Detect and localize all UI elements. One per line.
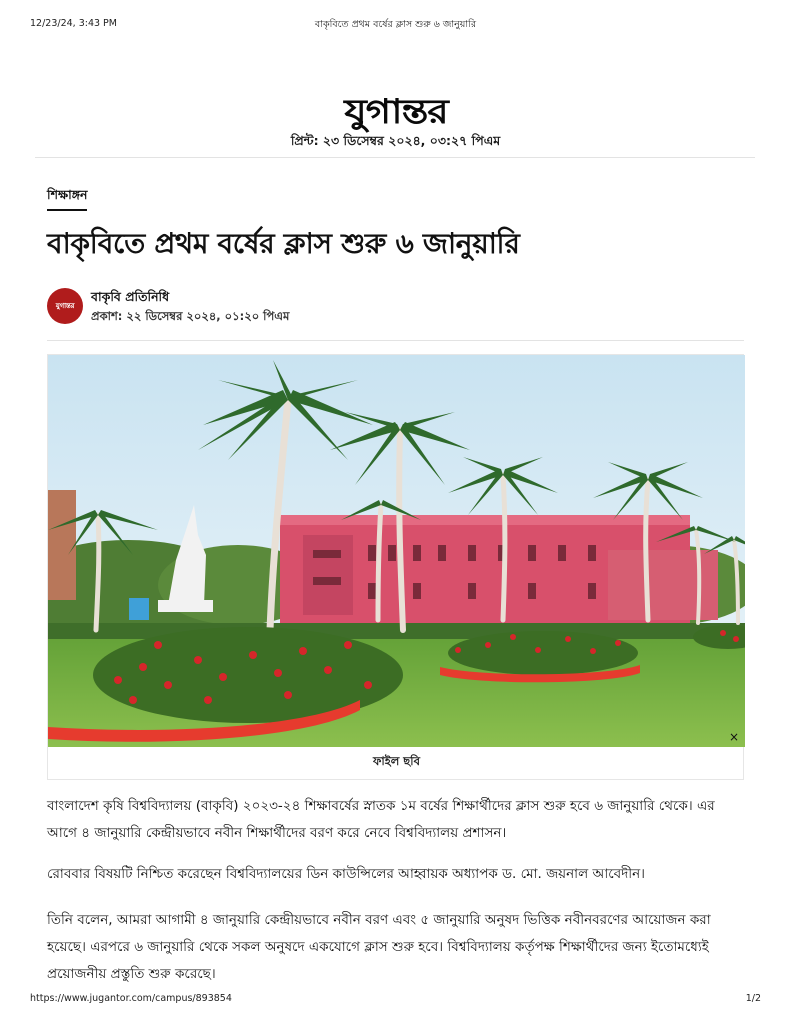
site-logo[interactable]: যুগান্তর: [343, 92, 448, 132]
article-paragraph: বাংলাদেশ কৃষি বিশ্ববিদ্যালয় (বাকৃবি) ২০২৩-২৪ শিক্ষাবর্ষের স্নাতক ১ম বর্ষের শিক্ষার্থীদের ক্লাস শুরু হবে ৬ জানুয়ারি থেকে। এর আগে ৪ জানুয়ারি কেন্দ্রীয়ভাবে নবীন শিক্ষার্থীদের বরণ করে নেবে বিশ্ববিদ্যালয় প্রশাসন।: [47, 798, 715, 841]
image-caption: ফাইল ছবি: [373, 754, 420, 768]
published-date: প্রকাশ: ২২ ডিসেম্বর ২০২৪, ০১:২০ পিএম: [91, 309, 290, 323]
print-footer: [0, 993, 791, 1009]
category-link[interactable]: শিক্ষাঙ্গন: [47, 187, 87, 211]
article-paragraph: রোববার বিষয়টি নিশ্চিত করেছেন বিশ্ববিদ্যালয়ের ডিন কাউন্সিলের আহ্বায়ক অধ্যাপক ড. মো. জয়নাল আবেদীন।: [47, 866, 645, 882]
article-image-container: [47, 354, 744, 780]
print-date: প্রিন্ট: ২৩ ডিসেম্বর ২০২৪, ০৩:২৭ পিএম: [290, 133, 501, 148]
author-avatar: যুগান্তর: [47, 288, 83, 324]
byline-divider: [47, 340, 744, 341]
print-header: [0, 18, 791, 34]
article-image: [48, 355, 745, 747]
article-paragraph: তিনি বলেন, আমরা আগামী ৪ জানুয়ারি কেন্দ্রীয়ভাবে নবীন বরণ এবং ৫ জানুয়ারি অনুষদ ভিত্তিক নবীনবরণের আয়োজন করা হয়েছে। এরপরে ৬ জানুয়ারি থেকে সকল অনুষদে একযোগে ক্লাস শুরু হবে। বিশ্ববিদ্যালয় কর্তৃপক্ষ শিক্ষার্থীদের জন্য ইতোমধ্যেই প্রয়োজনীয় প্রস্তুতি শুরু করেছে।: [47, 912, 711, 982]
close-icon[interactable]: ×: [728, 730, 739, 744]
print-document-title: বাকৃবিতে প্রথম বর্ষের ক্লাস শুরু ৬ জানুয়ারি: [314, 19, 477, 30]
print-timestamp: 12/23/24, 3:43 PM: [30, 18, 117, 29]
author-name[interactable]: বাকৃবি প্রতিনিধি: [91, 289, 170, 304]
header-divider: [35, 157, 755, 158]
page-url: https://www.jugantor.com/campus/893854: [30, 993, 232, 1004]
page-indicator: 1/2: [745, 993, 761, 1004]
article-headline: বাকৃবিতে প্রথম বর্ষের ক্লাস শুরু ৬ জানুয়ারি: [47, 227, 520, 260]
